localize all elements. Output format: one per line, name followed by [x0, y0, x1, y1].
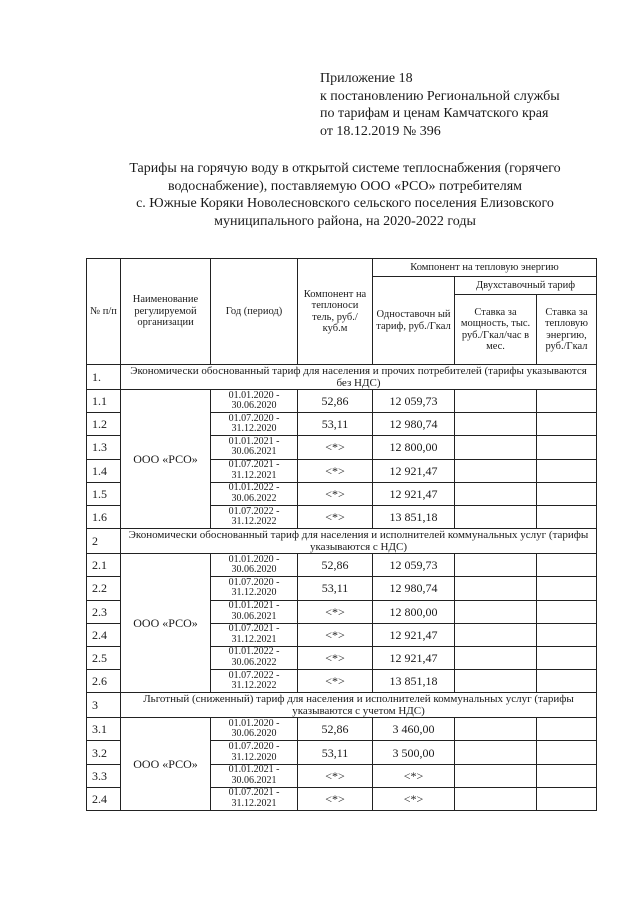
carrier-value: <*> [298, 764, 373, 787]
carrier-value: 52,86 [298, 554, 373, 577]
header-two-rate: Двухставочный тариф [455, 277, 597, 295]
document-title [100, 160, 590, 230]
energy-rate-value [537, 718, 597, 741]
energy-rate-value [537, 600, 597, 623]
section-number: 3 [87, 693, 121, 718]
single-rate-value: <*> [373, 787, 455, 810]
single-rate-value: 13 851,18 [373, 505, 455, 528]
row-number: 1.3 [87, 436, 121, 459]
section-number: 1. [87, 365, 121, 390]
row-number: 2.3 [87, 600, 121, 623]
row-number: 2.4 [87, 787, 121, 810]
power-rate-value [455, 741, 537, 764]
approval-line: к постановлению Региональной службы [320, 88, 560, 104]
period-cell: 01.01.2020 - 30.06.2020 [211, 390, 298, 413]
power-rate-value [455, 413, 537, 436]
header-energy-rate: Ставка за тепловую энергию, руб./Гкал [537, 295, 597, 365]
carrier-value: 53,11 [298, 577, 373, 600]
single-rate-value: 12 800,00 [373, 436, 455, 459]
power-rate-value [455, 436, 537, 459]
energy-rate-value [537, 390, 597, 413]
energy-rate-value [537, 670, 597, 693]
power-rate-value [455, 764, 537, 787]
section-row [87, 693, 597, 718]
single-rate-value: 3 460,00 [373, 718, 455, 741]
power-rate-value [455, 787, 537, 810]
carrier-value: <*> [298, 623, 373, 646]
row-number: 3.2 [87, 741, 121, 764]
organization-name: ООО «РСО» [121, 390, 211, 529]
period-cell: 01.01.2020 - 30.06.2020 [211, 718, 298, 741]
single-rate-value: 12 921,47 [373, 646, 455, 669]
header-carrier: Компонент на теплоноси тель, руб./куб.м [298, 259, 373, 365]
carrier-value: <*> [298, 600, 373, 623]
period-cell: 01.01.2021 - 30.06.2021 [211, 600, 298, 623]
period-cell: 01.07.2020 - 31.12.2020 [211, 577, 298, 600]
carrier-value: <*> [298, 505, 373, 528]
header-no: № п/п [87, 259, 121, 365]
period-cell: 01.01.2021 - 30.06.2021 [211, 764, 298, 787]
power-rate-value [455, 554, 537, 577]
row-number: 2.6 [87, 670, 121, 693]
tariff-table-body [87, 365, 597, 811]
power-rate-value [455, 390, 537, 413]
energy-rate-value [537, 577, 597, 600]
power-rate-value [455, 505, 537, 528]
row-number: 2.5 [87, 646, 121, 669]
power-rate-value [455, 459, 537, 482]
row-number: 2.1 [87, 554, 121, 577]
organization-name: ООО «РСО» [121, 554, 211, 693]
period-cell: 01.01.2022 - 30.06.2022 [211, 646, 298, 669]
table-row [87, 554, 597, 577]
carrier-value: <*> [298, 436, 373, 459]
carrier-value: <*> [298, 787, 373, 810]
section-title: Экономически обоснованный тариф для населения и прочих потребителей (тарифы указываются без НДС) [121, 365, 597, 390]
power-rate-value [455, 482, 537, 505]
single-rate-value: 12 921,47 [373, 482, 455, 505]
header-power-rate: Ставка за мощность, тыс. руб./Гкал/час в мес. [455, 295, 537, 365]
power-rate-value [455, 718, 537, 741]
single-rate-value: 12 921,47 [373, 459, 455, 482]
period-cell: 01.07.2021 - 31.12.2021 [211, 623, 298, 646]
section-title: Экономически обоснованный тариф для населения и исполнителей коммунальных услуг (тарифы указываются с НДС) [121, 529, 597, 554]
single-rate-value: 12 980,74 [373, 577, 455, 600]
approval-line: по тарифам и ценам Камчатского края [320, 106, 549, 121]
section-row [87, 365, 597, 390]
row-number: 3.1 [87, 718, 121, 741]
power-rate-value [455, 623, 537, 646]
energy-rate-value [537, 554, 597, 577]
carrier-value: <*> [298, 646, 373, 669]
header-period: Год (период) [211, 259, 298, 365]
header-energy-group: Компонент на тепловую энергию [373, 259, 597, 277]
power-rate-value [455, 670, 537, 693]
title-line: с. Южные Коряки Новолесновского сельского поселения Елизовского [136, 196, 554, 211]
period-cell: 01.07.2021 - 31.12.2021 [211, 787, 298, 810]
energy-rate-value [537, 505, 597, 528]
row-number: 2.2 [87, 577, 121, 600]
energy-rate-value [537, 764, 597, 787]
carrier-value: 53,11 [298, 741, 373, 764]
section-row [87, 529, 597, 554]
period-cell: 01.07.2022 - 31.12.2022 [211, 505, 298, 528]
single-rate-value: <*> [373, 764, 455, 787]
approval-line: Приложение 18 [320, 71, 413, 86]
row-number: 2.4 [87, 623, 121, 646]
title-line: Тарифы на горячую воду в открытой системе теплоснабжения (горячего [129, 161, 561, 176]
approval-line: от 18.12.2019 № 396 [320, 123, 441, 139]
power-rate-value [455, 577, 537, 600]
table-row [87, 718, 597, 741]
header-single-rate: Одноставочн ый тариф, руб./Гкал [373, 277, 455, 365]
table-row [87, 390, 597, 413]
energy-rate-value [537, 459, 597, 482]
energy-rate-value [537, 482, 597, 505]
row-number: 1.4 [87, 459, 121, 482]
single-rate-value: 12 059,73 [373, 390, 455, 413]
carrier-value: <*> [298, 459, 373, 482]
approval-block [320, 70, 560, 140]
single-rate-value: 12 980,74 [373, 413, 455, 436]
carrier-value: <*> [298, 482, 373, 505]
period-cell: 01.07.2020 - 31.12.2020 [211, 741, 298, 764]
energy-rate-value [537, 741, 597, 764]
row-number: 1.5 [87, 482, 121, 505]
title-line: муниципального района, на 2020-2022 годы [214, 213, 476, 229]
energy-rate-value [537, 646, 597, 669]
energy-rate-value [537, 623, 597, 646]
title-line: водоснабжение), поставляемую ООО «РСО» потребителям [167, 178, 523, 194]
period-cell: 01.01.2020 - 30.06.2020 [211, 554, 298, 577]
carrier-value: 52,86 [298, 390, 373, 413]
energy-rate-value [537, 413, 597, 436]
single-rate-value: 12 921,47 [373, 623, 455, 646]
period-cell: 01.01.2022 - 30.06.2022 [211, 482, 298, 505]
tariff-table [86, 258, 597, 811]
single-rate-value: 12 800,00 [373, 600, 455, 623]
period-cell: 01.01.2021 - 30.06.2021 [211, 436, 298, 459]
period-cell: 01.07.2021 - 31.12.2021 [211, 459, 298, 482]
power-rate-value [455, 646, 537, 669]
row-number: 3.3 [87, 764, 121, 787]
power-rate-value [455, 600, 537, 623]
period-cell: 01.07.2020 - 31.12.2020 [211, 413, 298, 436]
energy-rate-value [537, 787, 597, 810]
energy-rate-value [537, 436, 597, 459]
single-rate-value: 13 851,18 [373, 670, 455, 693]
organization-name: ООО «РСО» [121, 718, 211, 811]
section-title: Льготный (сниженный) тариф для населения и исполнителей коммунальных услуг (тарифы указываются с учетом НДС) [121, 693, 597, 718]
carrier-value: 52,86 [298, 718, 373, 741]
header-org: Наименование регулируемой организации [121, 259, 211, 365]
carrier-value: <*> [298, 670, 373, 693]
row-number: 1.1 [87, 390, 121, 413]
row-number: 1.6 [87, 505, 121, 528]
section-number: 2 [87, 529, 121, 554]
single-rate-value: 12 059,73 [373, 554, 455, 577]
row-number: 1.2 [87, 413, 121, 436]
period-cell: 01.07.2022 - 31.12.2022 [211, 670, 298, 693]
single-rate-value: 3 500,00 [373, 741, 455, 764]
carrier-value: 53,11 [298, 413, 373, 436]
